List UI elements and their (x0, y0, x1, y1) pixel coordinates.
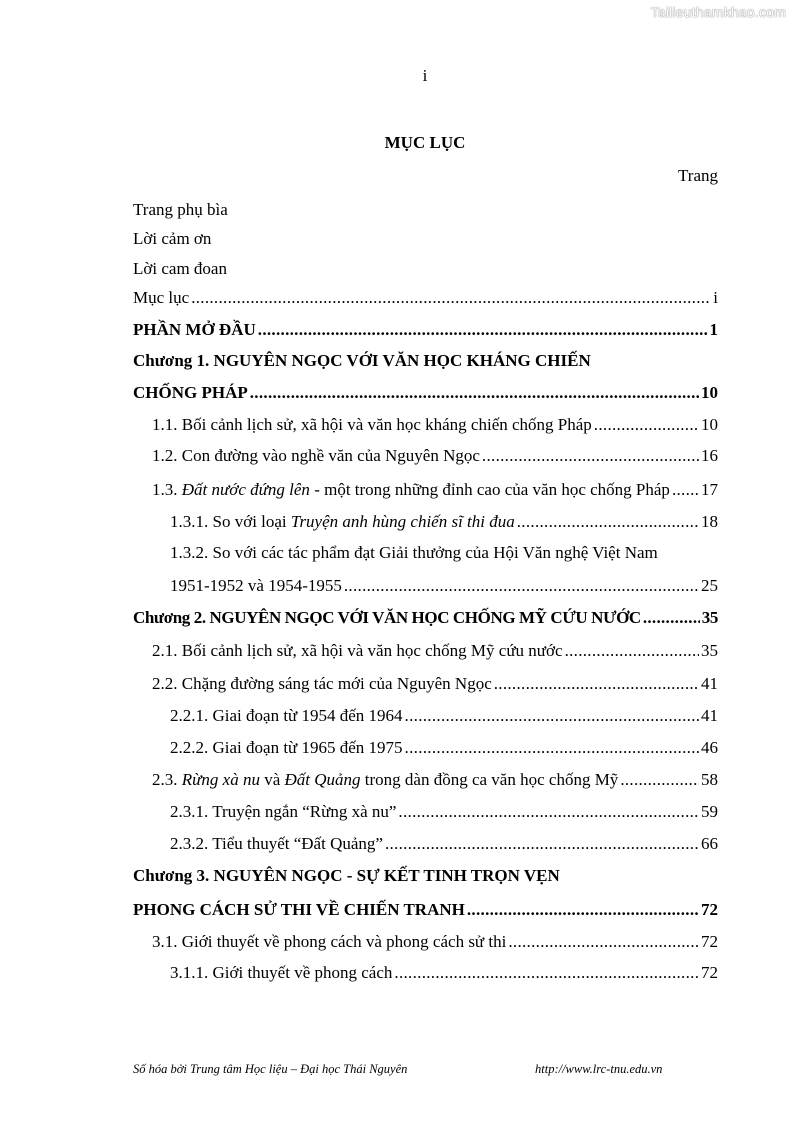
footer-url[interactable]: http://www.lrc-tnu.edu.vn (535, 1062, 663, 1076)
entry-text: Mục lục (133, 288, 190, 307)
toc-entry (133, 287, 718, 309)
entry-page: 66 (701, 834, 718, 853)
page-title: MỤC LỤC (384, 133, 466, 152)
entry-page: 10 (701, 383, 718, 402)
entry-italic: Đất nước đứng lên (181, 480, 310, 499)
entry-text: Chương 3. NGUYÊN NGỌC - SỰ KẾT TINH TRỌN VẸN (133, 866, 560, 885)
toc-entry (170, 542, 718, 564)
entry-text: Chương 1. NGUYÊN NGỌC VỚI VĂN HỌC KHÁNG CHIẾN (133, 351, 591, 370)
entry-page: 25 (701, 576, 718, 595)
entry-text: 2.3.2. Tiểu thuyết “Đất Quảng” (170, 834, 383, 853)
toc-entry (133, 607, 718, 629)
entry-page: 41 (701, 674, 718, 693)
entry-text: Chương 2. NGUYÊN NGỌC VỚI VĂN HỌC CHỐNG MỸ CỨU NƯỚC (133, 608, 641, 627)
dot-leader (467, 899, 699, 921)
entry-text: 2.1. Bối cảnh lịch sử, xã hội và văn học chống Mỹ cứu nước (152, 641, 563, 660)
dot-leader (344, 575, 699, 597)
entry-italic: Truyện anh hùng chiến sĩ thi đua (290, 512, 515, 531)
entry-text: 3.1. Giới thuyết về phong cách và phong cách sử thi (152, 932, 507, 951)
dot-leader (398, 801, 699, 823)
page-column-label: Trang (678, 166, 718, 185)
entry-page: 17 (701, 480, 718, 499)
toc-entry (152, 769, 718, 791)
entry-text (170, 511, 515, 533)
dot-leader (672, 479, 699, 501)
toc-entry (133, 350, 718, 372)
entry-page: 18 (701, 512, 718, 531)
toc-entry (133, 199, 718, 221)
dot-leader (394, 962, 699, 984)
entry-text: 3.1.1. Giới thuyết về phong cách (170, 963, 393, 982)
toc-entry (170, 737, 718, 759)
toc-entry (152, 673, 718, 695)
entry-italic: Rừng xà nu (181, 770, 260, 789)
dot-leader (385, 833, 699, 855)
entry-prefix: 1.3. (152, 480, 182, 499)
entry-text: 2.2.1. Giai đoạn từ 1954 đến 1964 (170, 706, 403, 725)
toc-entry (170, 801, 718, 823)
entry-mid: và (259, 770, 285, 789)
toc-entry (152, 445, 718, 467)
entry-page: 35 (701, 641, 718, 660)
entry-text: Lời cam đoan (133, 259, 227, 278)
entry-page: 72 (701, 900, 718, 919)
entry-rest: - một trong những đỉnh cao của văn học chống Pháp (309, 480, 670, 499)
entry-page: 59 (701, 802, 718, 821)
entry-text: PHẦN MỞ ĐẦU (133, 320, 256, 339)
toc-entry (170, 962, 718, 984)
toc-entry (152, 640, 718, 662)
dot-leader (405, 705, 699, 727)
dot-leader (517, 511, 699, 533)
dot-leader (191, 287, 711, 309)
toc-entry (133, 258, 718, 280)
entry-page: 35 (701, 608, 718, 627)
entry-page: 10 (701, 415, 718, 434)
entry-text: 1951-1952 và 1954-1955 (170, 576, 342, 595)
dot-leader (250, 382, 699, 404)
entry-page: 16 (701, 446, 718, 465)
toc-entry (133, 865, 718, 887)
entry-text: 2.2. Chặng đường sáng tác mới của Nguyên Ngọc (152, 674, 492, 693)
toc-entry (152, 479, 718, 501)
entry-text: 1.3.2. So với các tác phẩm đạt Giải thưởng của Hội Văn nghệ Việt Nam (170, 543, 658, 562)
entry-text (152, 769, 618, 791)
entry-text: 1.1. Bối cảnh lịch sử, xã hội và văn học kháng chiến chống Pháp (152, 415, 592, 434)
entry-italic: Đất Quảng (284, 770, 361, 789)
toc-entry (152, 931, 718, 953)
entry-page: i (713, 288, 718, 307)
entry-prefix: 1.3.1. So với loại (170, 512, 291, 531)
entry-text: CHỐNG PHÁP (133, 383, 248, 402)
toc-entry (170, 575, 718, 597)
toc-entry (133, 319, 718, 341)
dot-leader (594, 414, 699, 436)
entry-text: 2.2.2. Giai đoạn từ 1965 đến 1975 (170, 738, 403, 757)
dot-leader (643, 607, 700, 629)
toc-entry (152, 414, 718, 436)
entry-prefix: 2.3. (152, 770, 182, 789)
toc-entry (133, 228, 718, 250)
dot-leader (508, 931, 699, 953)
footer-credit: Số hóa bởi Trung tâm Học liệu – Đại học Thái Nguyên (133, 1062, 408, 1076)
entry-page: 1 (709, 320, 718, 339)
entry-page: 46 (701, 738, 718, 757)
dot-leader (482, 445, 699, 467)
dot-leader (405, 737, 699, 759)
page-number: i (422, 66, 428, 85)
entry-rest: trong dàn đồng ca văn học chống Mỹ (360, 770, 619, 789)
entry-text (152, 479, 670, 501)
dot-leader (494, 673, 699, 695)
entry-text: Trang phụ bìa (133, 200, 228, 219)
dot-leader (620, 769, 699, 791)
entry-text: PHONG CÁCH SỬ THI VỀ CHIẾN TRANH (133, 900, 465, 919)
entry-page: 72 (701, 932, 718, 951)
entry-page: 41 (701, 706, 718, 725)
entry-page: 58 (701, 770, 718, 789)
entry-page: 72 (701, 963, 718, 982)
toc-entry (133, 382, 718, 404)
toc-entry (133, 899, 718, 921)
dot-leader (565, 640, 699, 662)
entry-text: 2.3.1. Truyện ngắn “Rừng xà nu” (170, 802, 397, 821)
toc-entry (170, 705, 718, 727)
toc-entry (170, 511, 718, 533)
entry-text: 1.2. Con đường vào nghề văn của Nguyên Ngọc (152, 446, 480, 465)
watermark: Tailieuthamkhao.com (650, 4, 786, 20)
toc-entry (170, 833, 718, 855)
entry-text: Lời cảm ơn (133, 229, 212, 248)
dot-leader (258, 319, 708, 341)
